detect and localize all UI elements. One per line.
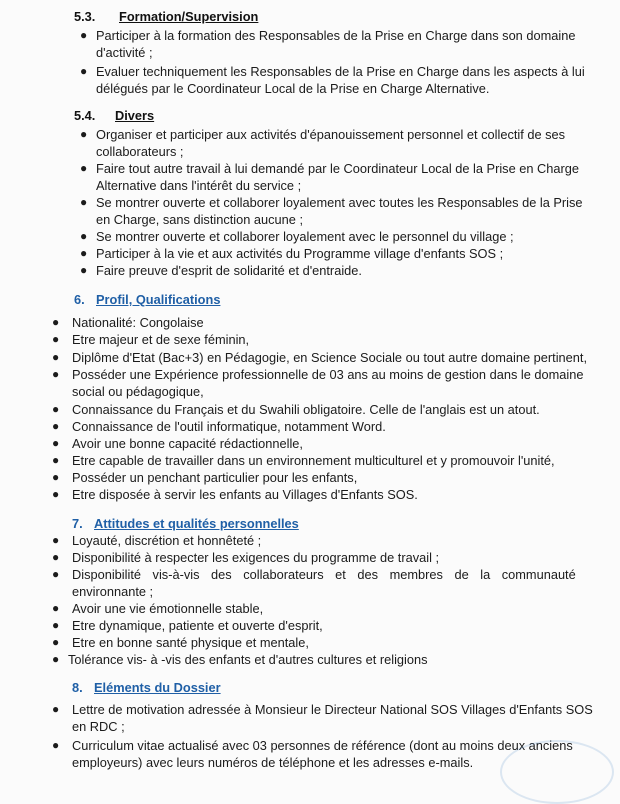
item-line: Participer à la vie et aux activités du Programme village d'enfants SOS ; [96,246,504,261]
bullet-icon: ● [52,470,60,484]
bullet-icon: ● [80,195,88,209]
section-number: 6. [74,292,85,307]
item-line: Avoir une bonne capacité rédactionnelle, [72,436,303,451]
item-line: collaborateurs ; [96,144,184,159]
item-line: Etre en bonne santé physique et mentale, [72,635,309,650]
item-line: Alternative dans l'intérêt du service ; [96,178,302,193]
bullet-icon: ● [52,436,60,450]
item-line: Se montrer ouverte et collaborer loyalement avec le personnel du village ; [96,229,514,244]
bullet-icon: ● [80,64,88,78]
section-number: 5.3. [74,9,96,24]
item-line: environnante ; [72,584,154,599]
bullet-icon: ● [52,738,60,752]
bullet-icon: ● [52,652,60,666]
section-number: 7. [72,516,83,531]
bullet-icon: ● [52,332,60,346]
item-line: Disponibilité à respecter les exigences du programme de travail ; [72,550,440,565]
bullet-icon: ● [52,567,60,581]
item-line: Faire tout autre travail à lui demandé par le Coordinateur Local de la Prise en Charge [96,161,580,176]
bullet-icon: ● [52,315,60,329]
bullet-icon: ● [80,263,88,277]
bullet-icon: ● [52,367,60,381]
item-line: Etre capable de travailler dans un environnement multiculturel et y promouvoir l'unité, [72,453,555,468]
bullet-icon: ● [52,618,60,632]
item-line: Connaissance du Français et du Swahili obligatoire. Celle de l'anglais est un atout. [72,402,540,417]
item-line: Tolérance vis- à -vis des enfants et d'autres cultures et religions [68,652,428,667]
bullet-icon: ● [80,161,88,175]
item-line: social ou pédagogique, [72,384,204,399]
item-line: Posséder un penchant particulier pour les enfants, [72,470,358,485]
bullet-icon: ● [52,533,60,547]
bullet-icon: ● [80,127,88,141]
item-line: Loyauté, discrétion et honnêteté ; [72,533,262,548]
section-5-4-heading [74,108,154,123]
section-8-heading [72,680,221,695]
item-line: Se montrer ouverte et collaborer loyalement avec toutes les Responsables de la Prise [96,195,583,210]
item-line: Etre majeur et de sexe féminin, [72,332,250,347]
item-line: délégués par le Coordinateur Local de la Prise en Charge Alternative. [96,81,490,96]
bullet-icon: ● [52,453,60,467]
section-title: Divers [115,108,155,123]
bullet-icon: ● [80,246,88,260]
item-line: employeurs) avec leurs numéros de téléphone et les adresses e-mails. [72,755,474,770]
bullet-icon: ● [52,702,60,716]
item-line: Evaluer techniquement les Responsables de la Prise en Charge dans les aspects à lui [96,64,585,79]
bullet-icon: ● [80,229,88,243]
item-line: d'activité ; [96,45,153,60]
item-line: Curriculum vitae actualisé avec 03 personnes de référence (dont au moins deux anciens [72,738,573,753]
item-line: Organiser et participer aux activités d'épanouissement personnel et collectif de ses [96,127,566,142]
section-number: 5.4. [74,108,96,123]
bullet-icon: ● [52,402,60,416]
section-7-heading [72,516,299,531]
bullet-icon: ● [52,550,60,564]
item-line: Avoir une vie émotionnelle stable, [72,601,264,616]
section-number: 8. [72,680,83,695]
bullet-icon: ● [80,28,88,42]
stamp-mark [500,740,614,804]
item-line: Connaissance de l'outil informatique, notamment Word. [72,419,386,434]
item-line: Etre disposée à servir les enfants au Villages d'Enfants SOS. [72,487,418,502]
bullet-icon: ● [52,487,60,501]
item-line: Etre dynamique, patiente et ouverte d'esprit, [72,618,323,633]
section-title: Profil, Qualifications [96,292,221,307]
section-title: Eléments du Dossier [94,680,221,695]
bullet-icon: ● [52,635,60,649]
bullet-icon: ● [52,419,60,433]
item-line: Lettre de motivation adressée à Monsieur le Directeur National SOS Villages d'Enfants SOS [72,702,593,717]
bullet-icon: ● [52,350,60,364]
bullet-icon: ● [52,601,60,615]
item-line: Nationalité: Congolaise [72,315,204,330]
section-5-3-heading [74,9,258,24]
section-title: Attitudes et qualités personnelles [94,516,299,531]
item-line: Disponibilité vis-à-vis des collaborateurs et des membres de la communauté [72,567,576,582]
item-line: en Charge, sans distinction aucune ; [96,212,304,227]
item-line: Diplôme d'Etat (Bac+3) en Pédagogie, en Science Sociale ou tout autre domaine pertinent, [72,350,587,365]
item-line: Posséder une Expérience professionnelle de 03 ans au moins de gestion dans le domaine [72,367,584,382]
section-title: Formation/Supervision [119,9,259,24]
section-6-heading [74,292,220,307]
item-line: Faire preuve d'esprit de solidarité et d'entraide. [96,263,362,278]
item-line: Participer à la formation des Responsables de la Prise en Charge dans son domaine [96,28,576,43]
item-line: en RDC ; [72,719,125,734]
